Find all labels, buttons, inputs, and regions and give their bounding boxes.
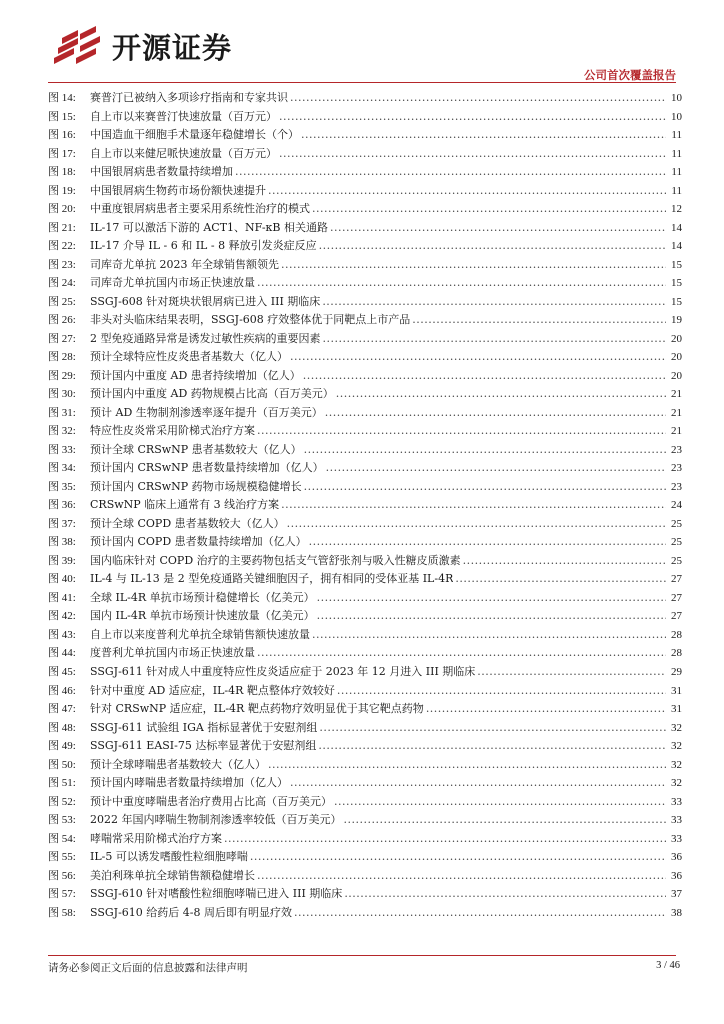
figure-page-number[interactable]: 27 — [671, 573, 682, 586]
figure-label: 图 41: — [48, 591, 76, 604]
figure-title[interactable]: 自上市以来度普利尤单抗全球销售额快速放量 — [90, 627, 310, 641]
figure-page-number[interactable]: 11 — [671, 129, 682, 142]
figure-page-number[interactable]: 15 — [671, 295, 682, 308]
dot-leader — [323, 330, 667, 349]
toc-entry[interactable] — [48, 867, 682, 886]
figure-title[interactable]: 中国银屑病生物药市场份额快速提升 — [90, 183, 266, 197]
figure-page-number[interactable]: 20 — [671, 351, 682, 364]
figure-page-number[interactable]: 25 — [671, 554, 682, 567]
figure-label: 图 45: — [48, 665, 76, 678]
figure-label: 图 50: — [48, 758, 76, 771]
figure-title[interactable]: 预计国内 CRSwNP 药物市场规模稳健增长 — [90, 479, 302, 493]
dot-leader — [257, 644, 666, 663]
figure-page-number[interactable]: 15 — [671, 258, 682, 271]
figure-label: 图 19: — [48, 184, 76, 197]
dot-leader — [224, 830, 666, 849]
figure-label: 图 48: — [48, 721, 76, 734]
figure-title[interactable]: SSGJ-610 给药后 4-8 周后即有明显疗效 — [90, 905, 292, 919]
figure-label: 图 42: — [48, 610, 76, 623]
dot-leader — [477, 663, 666, 682]
figure-page-number[interactable]: 10 — [671, 110, 682, 123]
figure-title[interactable]: 2022 年国内哮喘生物制剂渗透率较低（百万美元） — [90, 813, 342, 827]
figure-title[interactable]: 预计国内 COPD 患者数量持续增加（亿人） — [90, 535, 307, 549]
toc-entry[interactable] — [48, 904, 682, 923]
dot-leader — [287, 515, 666, 534]
figure-label: 图 56: — [48, 869, 76, 882]
toc-entry[interactable] — [48, 367, 682, 386]
figure-label: 图 44: — [48, 647, 76, 660]
figure-title[interactable]: 预计全球哮喘患者基数较大（亿人） — [90, 757, 266, 771]
figure-title[interactable]: 特应性皮炎常采用阶梯式治疗方案 — [90, 424, 255, 438]
figure-page-number[interactable]: 23 — [671, 462, 682, 475]
toc-entry[interactable] — [48, 256, 682, 275]
figure-page-number[interactable]: 19 — [671, 314, 682, 327]
figure-page-number[interactable]: 20 — [671, 332, 682, 345]
toc-entry[interactable] — [48, 607, 682, 626]
figure-title[interactable]: SSGJ-611 试验组 IGA 指标显著优于安慰剂组 — [90, 720, 318, 734]
toc-entry[interactable] — [48, 293, 682, 312]
dot-leader — [317, 589, 666, 608]
figure-label: 图 51: — [48, 777, 76, 790]
figure-title[interactable]: 预计全球 CRSwNP 患者基数较大（亿人） — [90, 442, 302, 456]
dot-leader — [455, 570, 666, 589]
dot-leader — [309, 533, 666, 552]
toc-entry[interactable] — [48, 274, 682, 293]
figure-label: 图 15: — [48, 110, 76, 123]
company-name: 开源证券 — [112, 30, 233, 65]
figure-label: 图 22: — [48, 240, 76, 253]
dot-leader — [294, 904, 666, 923]
figure-label: 图 43: — [48, 628, 76, 641]
figure-label: 图 31: — [48, 406, 76, 419]
figure-page-number[interactable]: 11 — [671, 166, 682, 179]
figure-page-number[interactable]: 31 — [671, 684, 682, 697]
figure-label: 图 17: — [48, 147, 76, 160]
figure-title[interactable]: 中国银屑病患者数量持续增加 — [90, 165, 233, 179]
toc-entry[interactable] — [48, 311, 682, 330]
toc-entry[interactable] — [48, 163, 682, 182]
figure-page-number[interactable]: 33 — [671, 795, 682, 808]
toc-entry[interactable] — [48, 756, 682, 775]
figure-page-number[interactable]: 32 — [671, 758, 682, 771]
figure-title[interactable]: IL-17 介导 IL - 6 和 IL - 8 释放引发炎症反应 — [90, 239, 317, 253]
figure-title[interactable]: 预计国内 CRSwNP 患者数量持续增加（亿人） — [90, 461, 324, 475]
figure-title[interactable]: IL-17 可以激活下游的 ACT1、NF-κB 相关通路 — [90, 220, 328, 234]
figure-page-number[interactable]: 28 — [671, 647, 682, 660]
dot-leader — [290, 348, 666, 367]
figure-label: 图 36: — [48, 499, 76, 512]
toc-entry[interactable] — [48, 145, 682, 164]
figure-label: 图 52: — [48, 795, 76, 808]
figure-title[interactable]: 2 型免疫通路异常是诱发过敏性疾病的重要因素 — [90, 331, 321, 345]
figure-page-number[interactable]: 24 — [671, 499, 682, 512]
figure-title[interactable]: SSGJ-611 针对成人中重度特应性皮炎适应症于 2023 年 12 月进入 III 期临床 — [90, 664, 476, 678]
figure-label: 图 40: — [48, 573, 76, 586]
figure-title[interactable]: 预计国内中重度 AD 药物规模占比高（百万美元） — [90, 387, 334, 401]
dot-leader — [304, 478, 666, 497]
toc-entry[interactable] — [48, 552, 682, 571]
figure-title[interactable]: 预计国内哮喘患者数量持续增加（亿人） — [90, 776, 288, 790]
figure-title[interactable]: 预计全球特应性皮炎患者基数大（亿人） — [90, 350, 288, 364]
toc-entry[interactable] — [48, 700, 682, 719]
dot-leader — [250, 848, 666, 867]
toc-entry[interactable] — [48, 200, 682, 219]
dot-leader — [344, 885, 666, 904]
figure-title[interactable]: 中重度银屑病患者主要采用系统性治疗的模式 — [90, 202, 310, 216]
toc-entry[interactable] — [48, 885, 682, 904]
figure-label: 图 28: — [48, 351, 76, 364]
dot-leader — [268, 182, 666, 201]
dot-leader — [325, 404, 666, 423]
dot-leader — [344, 811, 667, 830]
toc-entry[interactable] — [48, 663, 682, 682]
figure-page-number[interactable]: 15 — [671, 277, 682, 290]
toc-entry[interactable] — [48, 848, 682, 867]
toc-entry[interactable] — [48, 719, 682, 738]
toc-entry[interactable] — [48, 126, 682, 145]
dot-leader — [281, 496, 666, 515]
figure-title[interactable]: 中国造血干细胞手术量逐年稳健增长（个） — [90, 128, 299, 142]
toc-entry[interactable] — [48, 404, 682, 423]
figure-label: 图 32: — [48, 425, 76, 438]
figure-page-number[interactable]: 25 — [671, 517, 682, 530]
figure-page-number[interactable]: 21 — [671, 425, 682, 438]
dot-leader — [426, 700, 666, 719]
figure-title[interactable]: 美泊利珠单抗全球销售额稳健增长 — [90, 868, 255, 882]
figure-title[interactable]: SSGJ-610 针对嗜酸性粒细胞哮喘已进入 III 期临床 — [90, 887, 343, 901]
figure-title[interactable]: IL-5 可以诱发嗜酸性粒细胞哮喘 — [90, 850, 248, 864]
figure-label: 图 16: — [48, 129, 76, 142]
toc-entry[interactable] — [48, 644, 682, 663]
figure-page-number[interactable]: 25 — [671, 536, 682, 549]
figure-label: 图 34: — [48, 462, 76, 475]
figure-page-number[interactable]: 21 — [671, 406, 682, 419]
toc-entry[interactable] — [48, 237, 682, 256]
dot-leader — [337, 682, 666, 701]
figure-title[interactable]: 预计 AD 生物制剂渗透率逐年提升（百万美元） — [90, 405, 323, 419]
figure-label: 图 35: — [48, 480, 76, 493]
figure-title[interactable]: 针对中重度 AD 适应症，IL-4R 靶点整体疗效较好 — [90, 683, 335, 697]
dot-leader — [318, 737, 666, 756]
figure-label: 图 25: — [48, 295, 76, 308]
figure-page-number[interactable]: 23 — [671, 443, 682, 456]
figure-page-number[interactable]: 31 — [671, 703, 682, 716]
figure-label: 图 37: — [48, 517, 76, 530]
figure-title[interactable]: 国内临床针对 COPD 治疗的主要药物包括支气管舒张剂与吸入性糖皮质激素 — [90, 553, 461, 567]
footer-disclaimer: 请务必参阅正文后面的信息披露和法律声明 — [48, 962, 248, 974]
toc-entry[interactable] — [48, 737, 682, 756]
figure-page-number[interactable]: 29 — [671, 665, 682, 678]
figure-label: 图 58: — [48, 906, 76, 919]
dot-leader — [257, 274, 666, 293]
figure-label: 图 47: — [48, 703, 76, 716]
toc-entry[interactable] — [48, 182, 682, 201]
figure-label: 图 24: — [48, 277, 76, 290]
figure-page-number[interactable]: 37 — [671, 888, 682, 901]
dot-leader — [334, 793, 666, 812]
figure-label: 图 49: — [48, 740, 76, 753]
figure-label: 图 33: — [48, 443, 76, 456]
figure-label: 图 23: — [48, 258, 76, 271]
dot-leader — [290, 774, 666, 793]
figure-title[interactable]: 哮喘常采用阶梯式治疗方案 — [90, 831, 222, 845]
figure-label: 图 38: — [48, 536, 76, 549]
figure-label: 图 53: — [48, 814, 76, 827]
dot-leader — [304, 441, 666, 460]
figure-page-number[interactable]: 32 — [671, 721, 682, 734]
figure-label: 图 57: — [48, 888, 76, 901]
figure-title[interactable]: 司库奇尤单抗国内市场正快速放量 — [90, 276, 255, 290]
dot-leader — [317, 607, 666, 626]
figure-title[interactable]: 自上市以来赛普汀快速放量（百万元） — [90, 109, 277, 123]
figure-page-number[interactable]: 20 — [671, 369, 682, 382]
dot-leader — [312, 626, 666, 645]
figure-page-number[interactable]: 33 — [671, 832, 682, 845]
footer-divider — [48, 955, 676, 956]
figure-title[interactable]: 自上市以来健尼哌快速放量（百万元） — [90, 146, 277, 160]
toc-entry[interactable] — [48, 774, 682, 793]
figure-title[interactable]: 预计全球 COPD 患者基数较大（亿人） — [90, 516, 285, 530]
toc-entry[interactable] — [48, 330, 682, 349]
dot-leader — [257, 867, 666, 886]
figure-page-number[interactable]: 14 — [671, 221, 682, 234]
figure-title[interactable]: 司库奇尤单抗 2023 年全球销售额领先 — [90, 257, 279, 271]
figure-page-number[interactable]: 27 — [671, 610, 682, 623]
toc-entry[interactable] — [48, 533, 682, 552]
figure-page-number[interactable]: 36 — [671, 869, 682, 882]
figure-title[interactable]: 预计国内中重度 AD 患者持续增加（亿人） — [90, 368, 301, 382]
dot-leader — [279, 108, 666, 127]
toc-entry[interactable] — [48, 108, 682, 127]
toc-entry[interactable] — [48, 830, 682, 849]
dot-leader — [290, 89, 666, 108]
dot-leader — [322, 293, 666, 312]
figure-label: 图 27: — [48, 332, 76, 345]
figure-title[interactable]: SSGJ-608 针对斑块状银屑病已进入 III 期临床 — [90, 294, 321, 308]
figure-title[interactable]: 针对 CRSwNP 适应症，IL-4R 靶点药物疗效明显优于其它靶点药物 — [90, 702, 424, 716]
figure-title[interactable]: 预计中重度哮喘患者治疗费用占比高（百万美元） — [90, 794, 332, 808]
toc-entry[interactable] — [48, 89, 682, 108]
toc-entry[interactable] — [48, 459, 682, 478]
dot-leader — [463, 552, 666, 571]
dot-leader — [303, 367, 666, 386]
figure-page-number[interactable]: 11 — [671, 184, 682, 197]
page-number: 3 / 46 — [656, 960, 680, 971]
report-type-label: 公司首次覆盖报告 — [584, 68, 676, 82]
figure-label: 图 14: — [48, 92, 76, 104]
figure-page-number[interactable]: 21 — [671, 388, 682, 401]
figure-index-list — [48, 89, 682, 922]
dot-leader — [279, 145, 666, 164]
dot-leader — [336, 385, 666, 404]
toc-entry[interactable] — [48, 570, 682, 589]
toc-entry[interactable] — [48, 626, 682, 645]
figure-label: 图 26: — [48, 314, 76, 327]
figure-title[interactable]: 国内 IL-4R 单抗市场预计快速放量（亿美元） — [90, 609, 315, 623]
figure-title[interactable]: 非头对头临床结果表明，SSGJ-608 疗效整体优于同靶点上市产品 — [90, 313, 411, 327]
toc-entry[interactable] — [48, 441, 682, 460]
figure-title[interactable]: 全球 IL-4R 单抗市场预计稳健增长（亿美元） — [90, 590, 315, 604]
toc-entry[interactable] — [48, 496, 682, 515]
toc-entry[interactable] — [48, 793, 682, 812]
dot-leader — [330, 219, 666, 238]
toc-entry[interactable] — [48, 478, 682, 497]
company-logo — [48, 24, 232, 68]
header-divider — [48, 82, 676, 83]
figure-label: 图 54: — [48, 832, 76, 845]
figure-title[interactable]: SSGJ-611 EASI-75 达标率显著优于安慰剂组 — [90, 739, 317, 753]
dot-leader — [301, 126, 666, 145]
figure-title[interactable]: 赛普汀已被纳入多项诊疗指南和专家共识 — [90, 91, 288, 104]
toc-entry[interactable] — [48, 385, 682, 404]
figure-label: 图 55: — [48, 851, 76, 864]
toc-entry[interactable] — [48, 811, 682, 830]
toc-entry[interactable] — [48, 219, 682, 238]
figure-label: 图 39: — [48, 554, 76, 567]
toc-entry[interactable] — [48, 348, 682, 367]
figure-title[interactable]: 度普利尤单抗国内市场正快速放量 — [90, 646, 255, 660]
figure-page-number[interactable]: 36 — [671, 851, 682, 864]
figure-page-number[interactable]: 23 — [671, 480, 682, 493]
dot-leader — [319, 237, 666, 256]
dot-leader — [412, 311, 666, 330]
figure-label: 图 18: — [48, 166, 76, 179]
figure-page-number[interactable]: 33 — [671, 814, 682, 827]
figure-label: 图 46: — [48, 684, 76, 697]
figure-label: 图 21: — [48, 221, 76, 234]
figure-page-number[interactable]: 14 — [671, 240, 682, 253]
dot-leader — [326, 459, 666, 478]
figure-page-number[interactable]: 32 — [671, 740, 682, 753]
brand-logo-icon — [48, 24, 106, 68]
figure-page-number[interactable]: 38 — [671, 906, 682, 919]
figure-page-number[interactable]: 11 — [671, 147, 682, 160]
figure-page-number[interactable]: 10 — [671, 92, 682, 104]
figure-page-number[interactable]: 32 — [671, 777, 682, 790]
page-header — [48, 18, 676, 80]
toc-entry[interactable] — [48, 682, 682, 701]
toc-entry[interactable] — [48, 422, 682, 441]
figure-title[interactable]: CRSwNP 临床上通常有 3 线治疗方案 — [90, 498, 280, 512]
figure-page-number[interactable]: 27 — [671, 591, 682, 604]
dot-leader — [268, 756, 666, 775]
figure-page-number[interactable]: 12 — [671, 203, 682, 216]
dot-leader — [235, 163, 666, 182]
figure-label: 图 29: — [48, 369, 76, 382]
figure-title[interactable]: IL-4 与 IL-13 是 2 型免疫通路关键细胞因子，拥有相同的受体亚基 IL-4R — [90, 572, 454, 586]
dot-leader — [281, 256, 666, 275]
dot-leader — [312, 200, 666, 219]
dot-leader — [319, 719, 666, 738]
figure-page-number[interactable]: 28 — [671, 628, 682, 641]
figure-label: 图 20: — [48, 203, 76, 216]
toc-entry[interactable] — [48, 515, 682, 534]
dot-leader — [257, 422, 666, 441]
figure-label: 图 30: — [48, 388, 76, 401]
toc-entry[interactable] — [48, 589, 682, 608]
